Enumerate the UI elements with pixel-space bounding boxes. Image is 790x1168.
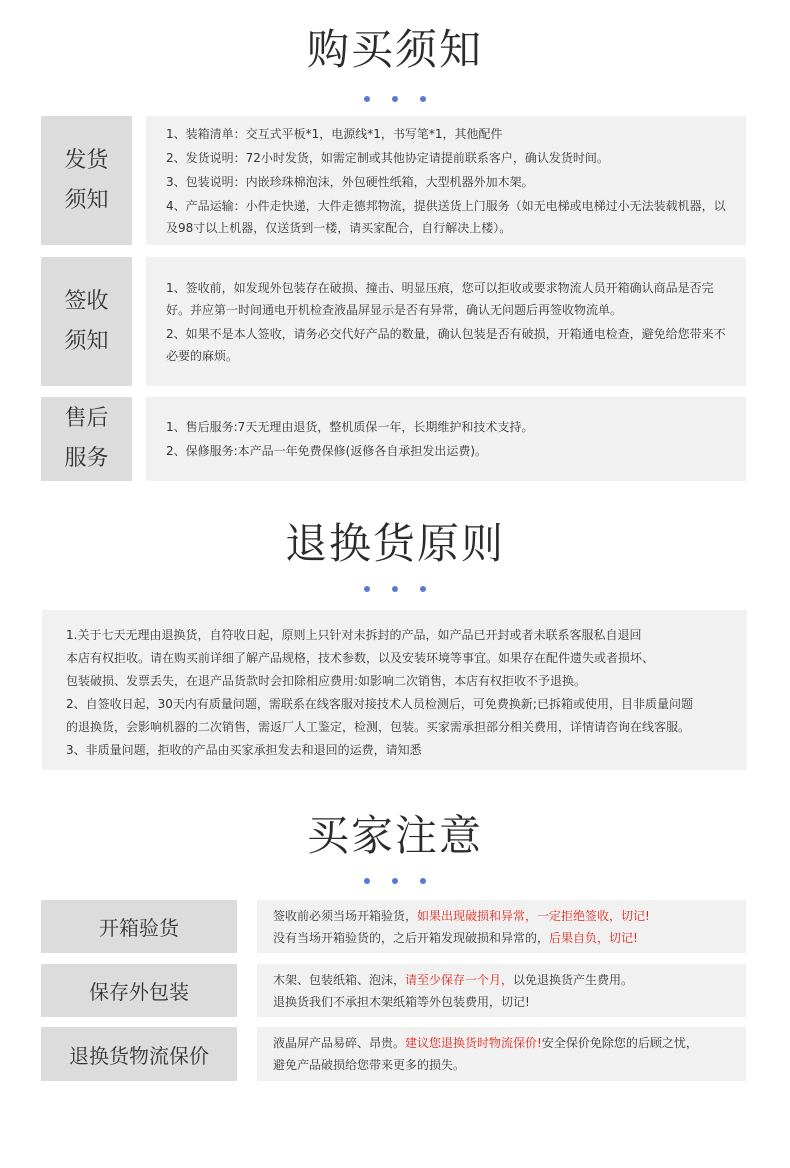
aftersales-line: 1、售后服务:7天无理由退货，整机质保一年，长期维护和技术支持。 bbox=[166, 420, 534, 434]
unboxing-line2-text: 没有当场开箱验货的，之后开箱发现破损和异常的， bbox=[273, 930, 550, 945]
unboxing-inspection-content bbox=[257, 900, 746, 953]
unboxing-line1-text: 签收前必须当场开箱验货， bbox=[273, 908, 418, 923]
return-policy-line: 的退换货，会影响机器的二次销售，需返厂人工鉴定，检测，包装。买家需承担部分相关费用，详情请咨询在线客服。 bbox=[66, 720, 691, 734]
dot-icon bbox=[420, 586, 426, 592]
packaging-line1-text: 木架、包装纸箱、泡沫， bbox=[273, 972, 406, 987]
unboxing-line2-warning: 后果自负，切记! bbox=[549, 930, 638, 945]
aftersales-service-content bbox=[146, 397, 746, 481]
shipping-label-line1: 发货 bbox=[64, 147, 109, 173]
unboxing-line1 bbox=[273, 905, 736, 927]
dot-icon bbox=[364, 586, 370, 592]
shipping-line: 2、发货说明：72小时发货，如需定制或其他协定请提前联系客户，确认发货时间。 bbox=[166, 150, 609, 165]
logistics-insurance-content bbox=[257, 1027, 746, 1081]
return-policy-line: 2、自签收日起，30天内有质量问题，需联系在线客服对接技术人员检测后，可免费换新;已拆箱或使用，目非质量问题 bbox=[66, 697, 693, 711]
return-policy-line: 本店有权拒收。请在购买前详细了解产品规格，技术参数，以及安装环境等事宜。如果存在配件遗失或者损坏、 bbox=[66, 651, 655, 665]
purchase-notice-title: 购买须知 bbox=[306, 25, 483, 74]
dot-icon bbox=[392, 96, 398, 102]
keep-packaging-label: 保存外包装 bbox=[41, 964, 237, 1017]
unboxing-line2 bbox=[273, 927, 736, 949]
aftersales-service-label bbox=[41, 397, 132, 481]
return-policy-line: 包装破损、发票丢失，在退产品货款时会扣除相应费用:如影响二次销售，本店有权拒收不予退换。 bbox=[66, 674, 587, 688]
unboxing-line1-warning: 如果出现破损和异常，一定拒绝签收，切记! bbox=[417, 908, 650, 923]
aftersales-line: 2、保修服务:本产品一年免费保修(返修各自承担发出运费)。 bbox=[166, 444, 488, 458]
shipping-line: 3、包装说明：内嵌珍珠棉泡沫，外包硬性纸箱，大型机器外加木架。 bbox=[166, 174, 534, 189]
insurance-line1-text: 液晶屏产品易碎、昂贵。 bbox=[273, 1036, 406, 1050]
receipt-notice-content bbox=[146, 257, 746, 386]
packaging-line2: 退换货我们不承担木架纸箱等外包装费用，切记! bbox=[273, 994, 530, 1009]
return-policy-content bbox=[42, 610, 747, 770]
insurance-line1 bbox=[273, 1032, 736, 1054]
title-dots-decoration bbox=[0, 96, 790, 106]
insurance-line1-text-end: 安全保价免除您的后顾之忧， bbox=[541, 1036, 698, 1050]
shipping-notice-label bbox=[41, 116, 132, 245]
logistics-insurance-label: 退换货物流保价 bbox=[41, 1027, 237, 1081]
return-policy-line: 3、非质量问题，拒收的产品由买家承担发去和退回的运费，请知悉 bbox=[66, 743, 422, 757]
dot-icon bbox=[420, 878, 426, 884]
shipping-label-line2: 须知 bbox=[64, 187, 109, 213]
insurance-line1-warning: 建议您退换货时物流保价! bbox=[405, 1036, 542, 1050]
receipt-label-line1: 签收 bbox=[64, 288, 109, 314]
keep-packaging-content bbox=[257, 964, 746, 1017]
dot-icon bbox=[364, 878, 370, 884]
title-dots-decoration bbox=[0, 878, 790, 888]
unboxing-inspection-label: 开箱验货 bbox=[41, 900, 237, 953]
title-dots-decoration bbox=[0, 586, 790, 596]
shipping-line: 1、装箱清单：交互式平板*1，电源线*1，书写笔*1，其他配件 bbox=[166, 126, 503, 141]
shipping-notice-content bbox=[146, 116, 746, 245]
dot-icon bbox=[420, 96, 426, 102]
receipt-line: 1、签收前，如发现外包装存在破损、撞击、明显压痕，您可以拒收或要求物流人员开箱确认商品是否完好。并应第一时间通电开机检查液晶屏显示是否有异常，确认无问题后再签收物流单。 bbox=[166, 280, 714, 317]
return-policy-title: 退换货原则 bbox=[284, 519, 505, 568]
packaging-line1-warning: 请至少保存一个月， bbox=[405, 972, 514, 987]
packaging-line1-text-end: 以免退换货产生费用。 bbox=[513, 972, 634, 987]
shipping-line: 4、产品运输：小件走快递，大件走德邦物流，提供送货上门服务（如无电梯或电梯过小无法装载机器，以及98寸以上机器，仅送货到一楼，请买家配合，自行解决上楼）。 bbox=[166, 198, 726, 235]
packaging-line1 bbox=[273, 969, 736, 991]
dot-icon bbox=[392, 586, 398, 592]
aftersales-label-line1: 售后 bbox=[64, 406, 109, 431]
insurance-line2: 避免产品破损给您带来更多的损失。 bbox=[273, 1058, 466, 1072]
receipt-label-line2: 须知 bbox=[64, 328, 109, 354]
dot-icon bbox=[392, 878, 398, 884]
aftersales-label-line2: 服务 bbox=[64, 446, 109, 471]
receipt-notice-label bbox=[41, 257, 132, 386]
return-policy-line: 1.关于七天无理由退换货，自符收日起，原则上只针对未拆封的产品，如产品已开封或者未联系客服私自退回 bbox=[66, 628, 642, 642]
receipt-line: 2、如果不是本人签收，请务必交代好产品的数量，确认包装是否有破损，开箱通电检查，避免给您带来不必要的麻烦。 bbox=[166, 326, 726, 363]
dot-icon bbox=[364, 96, 370, 102]
buyer-notice-title: 买家注意 bbox=[306, 811, 483, 860]
